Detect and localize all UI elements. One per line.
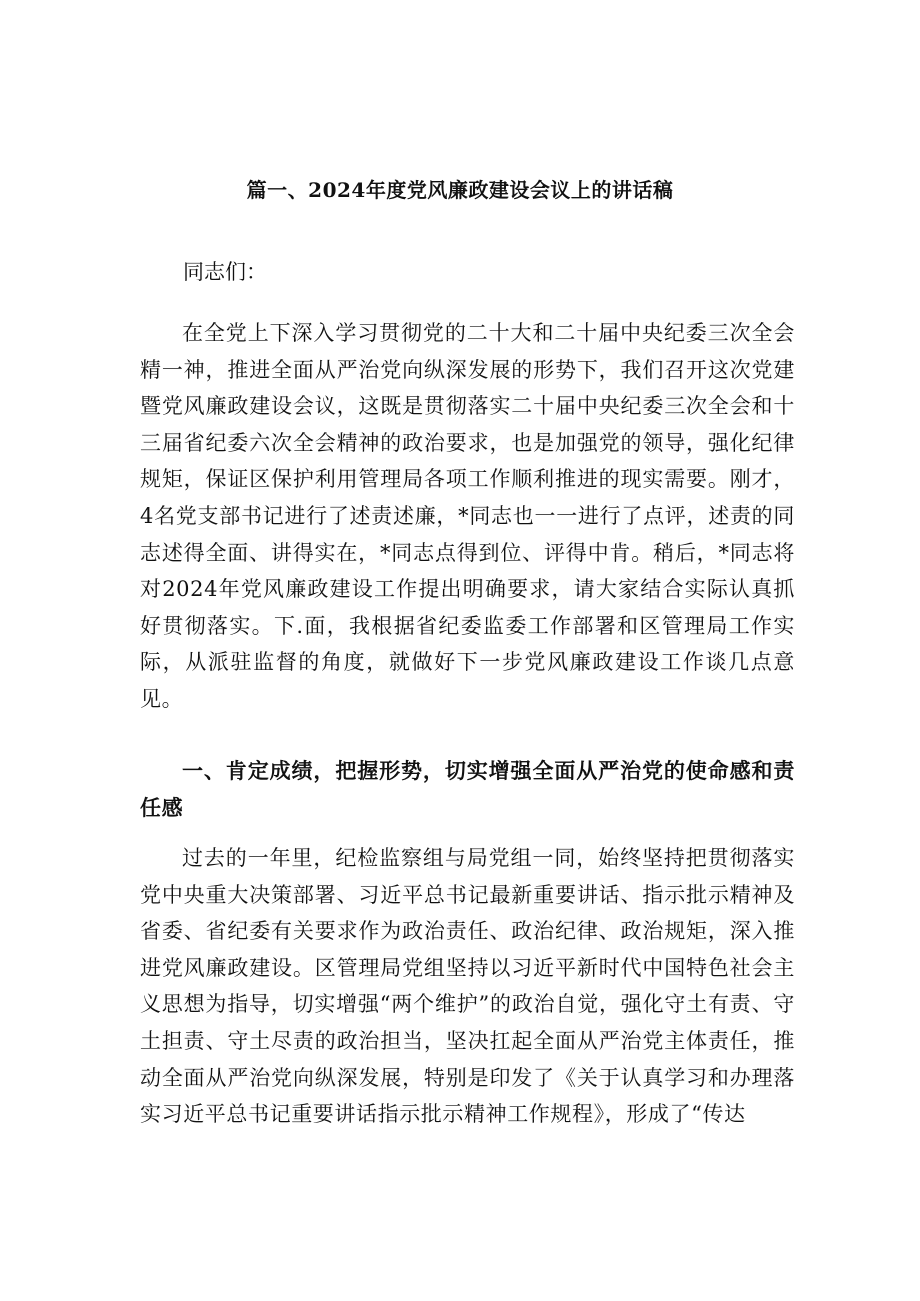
document-title: 篇一、2024年度党风廉政建设会议上的讲话稿 [246, 178, 674, 202]
body-paragraph-2: 过去的一年里，纪检监察组与局党组一同，始终坚持把贯彻落实党中央重大决策部署、习近平总书记最新重要讲话、指示批示精神及省委、省纪委有关要求作为政治责任、政治纪律、政治规矩，深入推进党风廉政建设。区管理局党组坚持以习近平新时代中国特色社会主义思想为指导，切实增强“两个维护”的政治自觉，强化守土有责、守土担责、守土尽责的政治担当，坚决扛起全面从严治党主体责任，推动全面从严治党向纵深发展，特别是印发了《关于认真学习和办理落实习近平总书记重要讲话指示批示精神工作规程》，形成了“传达 [140, 846, 795, 1127]
body-paragraph-1: 在全党上下深入学习贯彻党的二十大和二十届中央纪委三次全会精一神，推进全面从严治党向纵深发展的形势下，我们召开这次党建暨党风廉政建设会议，这既是贯彻落实二十届中央纪委三次全会和十三届省纪委六次全会精神的政治要求，也是加强党的领导，强化纪律规矩，保证区保护利用管理局各项工作顺利推进的现实需要。刚才，4名党支部书记进行了述责述廉，*同志也一一进行了点评，述责的同志述得全面、讲得实在，*同志点得到位、评得中肯。稍后，*同志将对2024年党风廉政建设工作提出明确要求，请大家结合实际认真抓好贯彻落实。下.面，我根据省纪委监委工作部署和区管理局工作实际，从派驻监督的角度，就做好下一步党风廉政建设工作谈几点意见。 [140, 321, 795, 711]
salutation: 同志们： [183, 260, 267, 284]
section-heading-1: 一、肯定成绩，把握形势，切实增强全面从严治党的使命感和责任感 [140, 758, 795, 820]
